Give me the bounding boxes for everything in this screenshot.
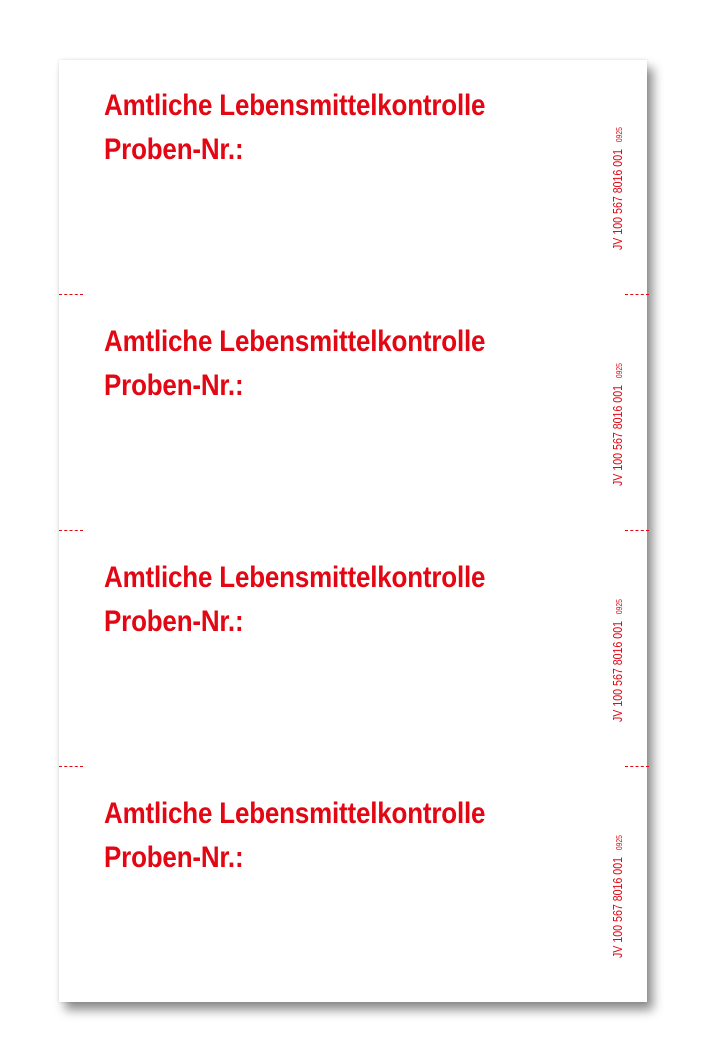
jv-number: JV 100 567 8016 001 bbox=[611, 148, 625, 250]
version-code: 0925 bbox=[615, 599, 624, 615]
sample-number-label: Proben-Nr.: bbox=[104, 841, 244, 874]
label-title: Amtliche Lebensmittelkontrolle bbox=[104, 797, 486, 830]
version-code: 0925 bbox=[615, 363, 624, 379]
perforation-mark-right bbox=[625, 530, 649, 531]
version-code: 0925 bbox=[615, 127, 624, 143]
perforation-mark-right bbox=[625, 294, 649, 295]
jv-number: JV 100 567 8016 001 bbox=[611, 384, 625, 486]
label-1 bbox=[59, 60, 647, 295]
sample-number-label: Proben-Nr.: bbox=[104, 369, 244, 402]
label-sheet bbox=[59, 60, 647, 1002]
label-2 bbox=[59, 296, 647, 531]
version-code: 0925 bbox=[615, 835, 624, 851]
form-code bbox=[611, 363, 627, 486]
label-3 bbox=[59, 532, 647, 767]
form-code bbox=[611, 599, 627, 722]
form-code bbox=[611, 127, 627, 250]
perforation-mark-left bbox=[59, 530, 83, 531]
perforation-mark-left bbox=[59, 766, 83, 767]
label-title: Amtliche Lebensmittelkontrolle bbox=[104, 325, 486, 358]
label-title: Amtliche Lebensmittelkontrolle bbox=[104, 561, 486, 594]
label-title: Amtliche Lebensmittelkontrolle bbox=[104, 89, 486, 122]
sample-number-label: Proben-Nr.: bbox=[104, 133, 244, 166]
perforation-mark-left bbox=[59, 294, 83, 295]
sample-number-label: Proben-Nr.: bbox=[104, 605, 244, 638]
jv-number: JV 100 567 8016 001 bbox=[611, 620, 625, 722]
form-code bbox=[611, 835, 627, 958]
label-4 bbox=[59, 768, 647, 1003]
perforation-mark-right bbox=[625, 766, 649, 767]
jv-number: JV 100 567 8016 001 bbox=[611, 856, 625, 958]
